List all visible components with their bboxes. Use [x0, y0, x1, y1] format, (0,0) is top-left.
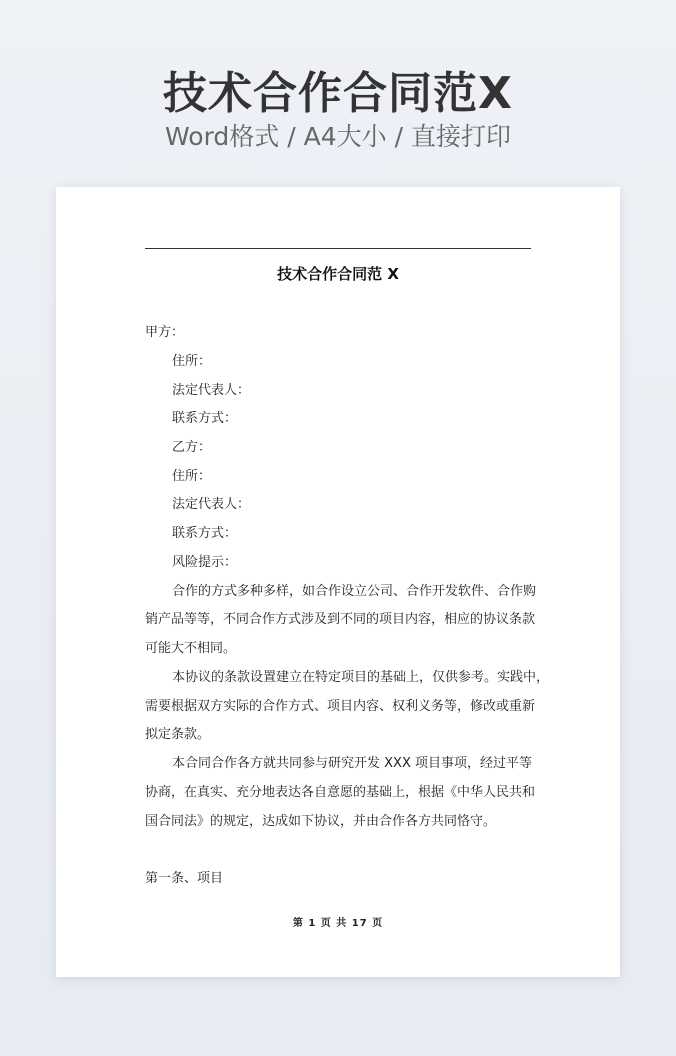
banner-title: 技术合作合同范X: [163, 68, 513, 119]
banner: [0, 0, 676, 180]
party-b-label: 乙方：: [172, 440, 212, 455]
article-heading: 第一条、项目: [145, 871, 224, 886]
party-b-address: 住所：: [172, 469, 212, 484]
party-a-contact: 联系方式：: [172, 411, 238, 426]
party-a-address: 住所：: [172, 354, 212, 369]
paragraph-line: 国合同法》的规定，达成如下协议，并由合作各方共同恪守。: [145, 814, 497, 829]
header-rule: [145, 248, 531, 249]
party-b-rep: 法定代表人：: [172, 497, 251, 512]
document-title: 技术合作合同范 X: [277, 265, 399, 283]
paragraph-line: 合作的方式多种多样，如合作设立公司、合作开发软件、合作购: [172, 584, 537, 599]
paragraph-line: 需要根据双方实际的合作方式、项目内容、权利义务等，修改或重新: [145, 699, 536, 714]
paragraph-line: 可能大不相同。: [145, 641, 237, 656]
banner-subtitle: Word格式 / A4大小 / 直接打印: [165, 122, 511, 151]
paragraph-line: 拟定条款。: [145, 727, 211, 742]
paragraph-line: 协商，在真实、充分地表达各自意愿的基础上，根据《中华人民共和: [145, 785, 536, 800]
party-b-contact: 联系方式：: [172, 526, 238, 541]
paragraph-line: 销产品等等，不同合作方式涉及到不同的项目内容，相应的协议条款: [145, 612, 536, 627]
page-footer: 第 1 页 共 17 页: [292, 918, 384, 929]
paragraph-line: 本合同合作各方就共同参与研究开发 XXX 项目事项，经过平等: [172, 756, 532, 771]
document-page: [56, 187, 620, 977]
paragraph-line: 本协议的条款设置建立在特定项目的基础上，仅供参考。实践中，: [172, 670, 550, 685]
party-a-label: 甲方：: [145, 325, 185, 340]
party-a-rep: 法定代表人：: [172, 383, 251, 398]
risk-tip: 风险提示：: [172, 555, 238, 570]
